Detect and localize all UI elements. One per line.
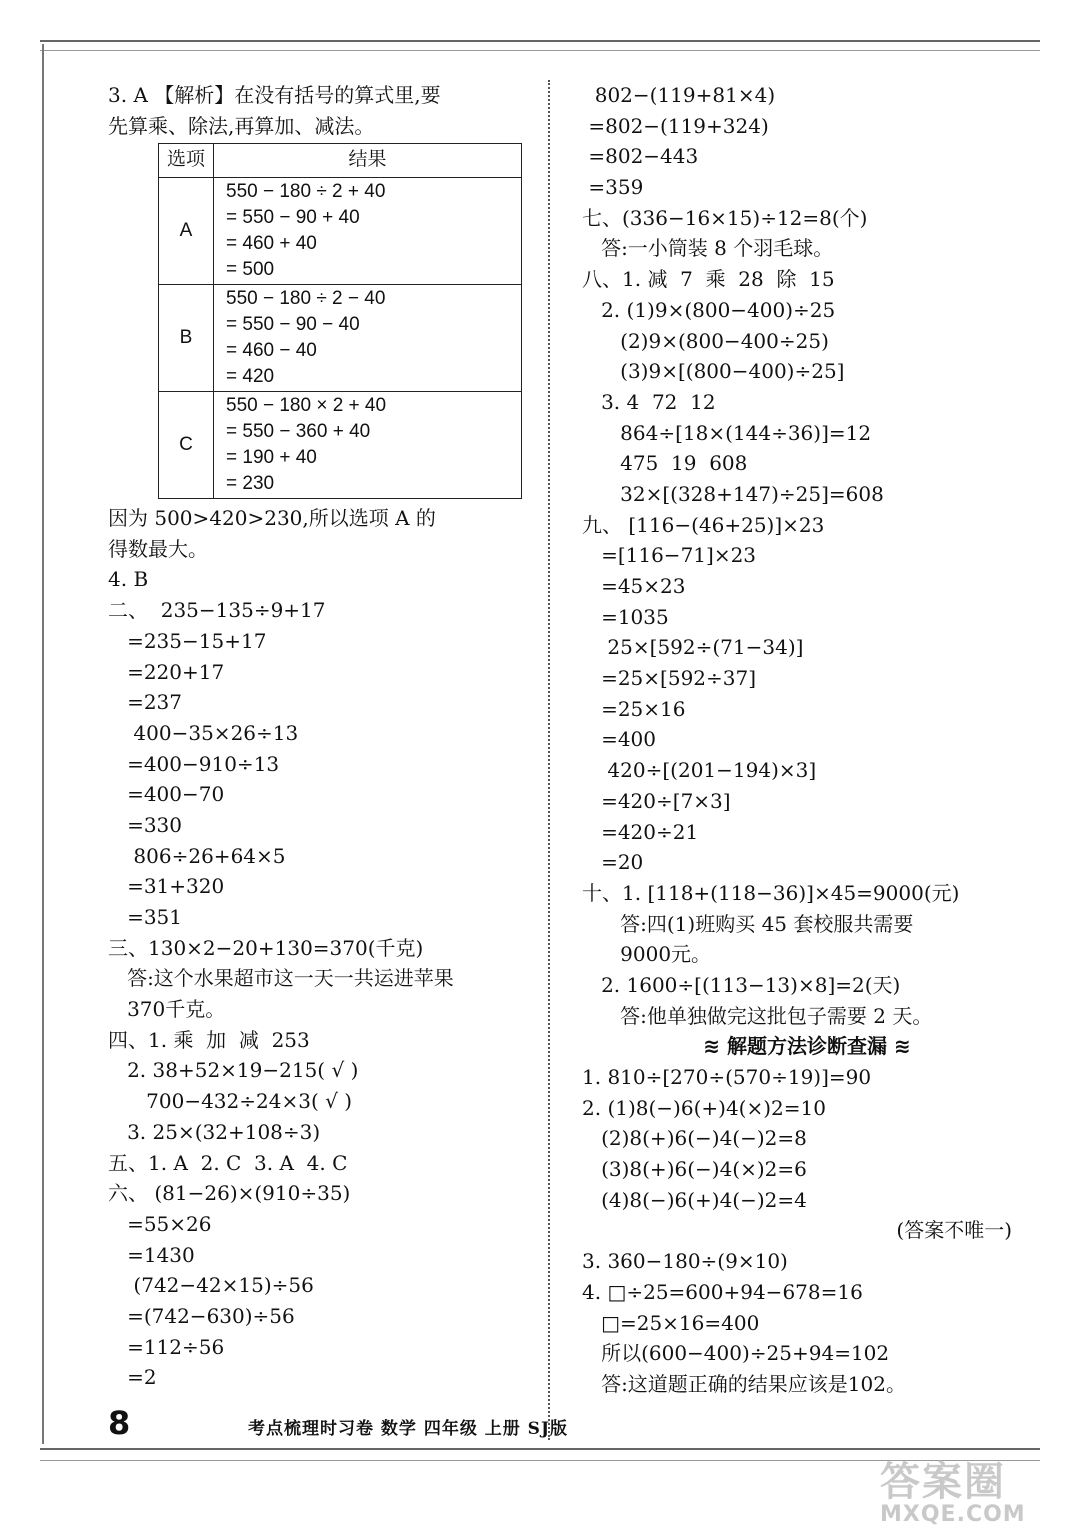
table-header-result: 结果 [214, 144, 522, 178]
left-bottom-lines [108, 503, 538, 1393]
calc-step: = 420 [226, 366, 275, 388]
left-top-lines [108, 80, 538, 141]
right-bottom-lines [582, 1246, 1032, 1399]
answer-line: 二、 235−135÷9+17 [108, 598, 326, 623]
answer-line: 3. 4 72 12 [582, 389, 716, 414]
answer-line: 八、1. 减 7 乘 28 除 15 [582, 267, 835, 292]
answer-line: 三、130×2−20+130=370(千克) [108, 935, 424, 960]
answer-line: (4)8(−)6(+)4(−)2=4 [582, 1187, 807, 1212]
calc-step: = 550 − 90 − 40 [226, 314, 360, 336]
calc-step: = 550 − 90 + 40 [226, 207, 360, 229]
answer-line: 400−35×26÷13 [108, 720, 299, 745]
answer-line: 1. 810÷[270÷(570÷19)]=90 [582, 1065, 872, 1089]
answer-line: 所以(600−400)÷25+94=102 [582, 1341, 890, 1366]
table-row [159, 178, 522, 285]
calc-step: 550 − 180 ÷ 2 − 40 [226, 288, 386, 310]
answer-line: 六、 (81−26)×(910÷35) [108, 1181, 351, 1206]
watermark-logo: 答案圈 [880, 1459, 1006, 1505]
answer-line: 得数最大。 [108, 536, 208, 561]
answer-line: =[116−71]×23 [582, 543, 757, 568]
answer-line: 答:一小筒装 8 个羽毛球。 [582, 236, 834, 261]
answer-line: =400 [582, 727, 657, 752]
right-top-lines [582, 80, 1032, 1031]
calc-step: = 550 − 360 + 40 [226, 421, 371, 443]
answer-line: 32×[(328+147)÷25]=608 [582, 481, 884, 506]
table-option-cell: A [159, 178, 214, 285]
table-option-cell: C [159, 392, 214, 499]
answer-line: 九、 [116−(46+25)]×23 [582, 512, 825, 537]
answer-line: =31+320 [108, 874, 225, 899]
answer-line: =(742−630)÷56 [108, 1303, 295, 1328]
right-column [582, 80, 1032, 1400]
watermark [880, 1459, 1055, 1530]
page-number: 8 [108, 1404, 131, 1442]
answer-line: 4. B [108, 567, 149, 592]
answer-line: =112÷56 [108, 1334, 225, 1359]
answer-line: 700−432÷24×3( √ ) [108, 1089, 353, 1114]
answer-line: =25×16 [582, 696, 686, 721]
calc-step: = 460 + 40 [226, 233, 317, 255]
answer-line: 答:这道题正确的结果应该是102。 [582, 1371, 906, 1396]
calc-step: = 190 + 40 [226, 447, 317, 469]
answer-line: =55×26 [108, 1211, 212, 1236]
right-mid-lines [582, 1062, 1032, 1215]
left-column [108, 80, 538, 1393]
answer-line: 2. (1)8(−)6(+)4(×)2=10 [582, 1095, 826, 1120]
answer-line: 先算乘、除法,再算加、减法。 [108, 113, 375, 138]
answer-line: 答:这个水果超市这一天一共运进苹果 [108, 966, 454, 991]
table-calc-cell [214, 178, 522, 285]
page-border-left [42, 44, 62, 1444]
answer-line: 3. 25×(32+108÷3) [108, 1119, 321, 1144]
answer-line: 25×[592÷(71−34)] [582, 635, 804, 660]
answer-line: 420÷[(201−194)×3] [582, 758, 817, 783]
answer-line: □=25×16=400 [582, 1310, 760, 1335]
answer-line: 864÷[18×(144÷36)]=12 [582, 420, 872, 445]
section-title: ≋ 解题方法诊断查漏 ≋ [703, 1034, 911, 1059]
answer-line: 2. (1)9×(800−400)÷25 [582, 297, 836, 322]
answer-line: =1430 [108, 1242, 195, 1267]
table-header-option: 选项 [159, 144, 214, 178]
answer-line: 475 19 608 [582, 451, 748, 476]
column-divider [548, 80, 550, 1440]
watermark-url: MXQE.COM [880, 1502, 1026, 1527]
calc-step: = 460 − 40 [226, 340, 317, 362]
answer-line: 2. 38+52×19−215( √ ) [108, 1058, 359, 1083]
table-row [159, 285, 522, 392]
answer-line: =802−(119+324) [582, 113, 769, 138]
calc-step: 550 − 180 × 2 + 40 [226, 395, 387, 417]
table-option-cell: B [159, 285, 214, 392]
answer-line: 4. □÷25=600+94−678=16 [582, 1279, 863, 1304]
answer-line: =45×23 [582, 574, 686, 598]
answer-line: =351 [108, 905, 183, 930]
calc-step: = 500 [226, 259, 275, 281]
answer-line: =400−70 [108, 782, 225, 807]
answer-line: (3)9×[(800−400)÷25] [582, 359, 845, 384]
answer-line: =237 [108, 690, 183, 715]
calc-step: = 230 [226, 473, 275, 495]
footer-text: 考点梳理时习卷 数学 四年级 上册 SJ版 [248, 1419, 568, 1439]
answer-line: 9000元。 [582, 942, 712, 967]
answer-line: 3. A 【解析】在没有括号的算式里,要 [108, 83, 441, 107]
answer-line: =330 [108, 812, 183, 837]
table-calc-cell [214, 392, 522, 499]
answer-line: 806÷26+64×5 [108, 843, 286, 868]
answer-line: =802−443 [582, 144, 699, 169]
answer-line: 370千克。 [108, 997, 226, 1022]
answer-line: (2)8(+)6(−)4(−)2=8 [582, 1126, 807, 1151]
answer-note: (答案不唯一) [896, 1218, 1012, 1243]
answer-line: 3. 360−180÷(9×10) [582, 1249, 788, 1274]
answer-line: =400−910÷13 [108, 751, 280, 776]
answer-line: 802−(119+81×4) [582, 83, 776, 107]
page-footer [108, 1404, 808, 1444]
calc-step: 550 − 180 ÷ 2 + 40 [226, 181, 386, 203]
table-calc-cell [214, 285, 522, 392]
answer-line: =420÷21 [582, 819, 699, 844]
result-table [158, 143, 522, 499]
answer-line: (2)9×(800−400÷25) [582, 328, 829, 353]
answer-line: 答:四(1)班购买 45 套校服共需要 [582, 911, 914, 936]
answer-line: (742−42×15)÷56 [108, 1273, 314, 1298]
answer-line: =20 [582, 850, 644, 875]
answer-line: 答:他单独做完这批包子需要 2 天。 [582, 1003, 933, 1028]
answer-line: 四、1. 乘 加 减 253 [108, 1027, 310, 1052]
table-header-row [159, 144, 522, 178]
answer-line: =235−15+17 [108, 628, 267, 653]
page-border-top [40, 40, 1040, 51]
answer-line: =359 [582, 175, 644, 200]
answer-line: (3)8(+)6(−)4(×)2=6 [582, 1157, 807, 1182]
answer-line: =25×[592÷37] [582, 666, 757, 691]
answer-line: =220+17 [108, 659, 225, 684]
answer-line: =1035 [582, 604, 669, 629]
answer-line: 2. 1600÷[(113−13)×8]=2(天) [582, 972, 901, 997]
answer-line: 十、1. [118+(118−36)]×45=9000(元) [582, 880, 960, 905]
answer-line: 因为 500>420>230,所以选项 A 的 [108, 506, 436, 531]
answer-line: 七、(336−16×15)÷12=8(个) [582, 205, 868, 230]
answer-line: 五、1. A 2. C 3. A 4. C [108, 1150, 348, 1175]
answer-line: =2 [108, 1365, 157, 1390]
table-row [159, 392, 522, 499]
answer-line: =420÷[7×3] [582, 788, 731, 813]
